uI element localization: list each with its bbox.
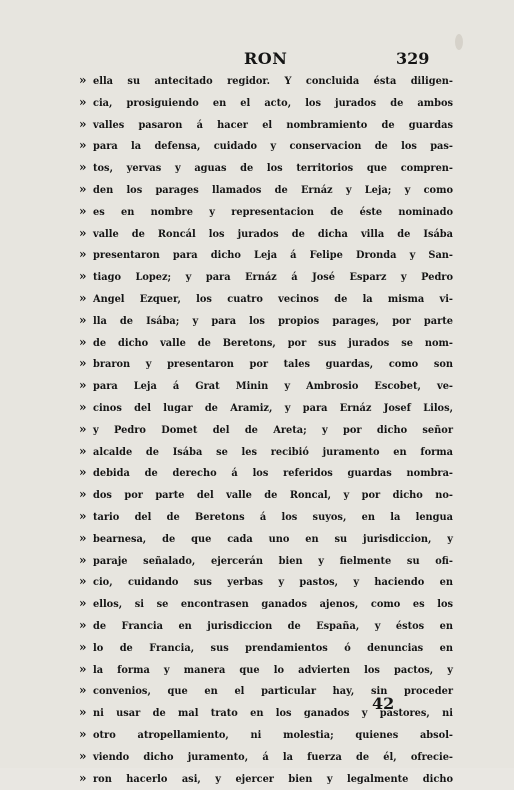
line-text: de dicho valle de Beretons, por sus jurados se nom-	[93, 333, 453, 355]
text-line	[83, 419, 453, 441]
quotation-mark: »	[79, 397, 93, 419]
quotation-mark: »	[79, 310, 93, 332]
quotation-mark: »	[79, 288, 93, 310]
text-line	[83, 441, 453, 463]
running-head-title: RON	[244, 49, 287, 68]
text-line	[83, 746, 453, 768]
signature-mark: 42	[372, 694, 394, 713]
quotation-mark: »	[79, 70, 93, 92]
quotation-mark: »	[79, 768, 93, 790]
text-line	[83, 397, 453, 419]
running-head	[0, 49, 514, 71]
text-line	[83, 506, 453, 528]
quotation-mark: »	[79, 528, 93, 550]
text-line	[83, 223, 453, 245]
text-line	[83, 70, 453, 92]
text-line	[83, 768, 453, 790]
text-line	[83, 179, 453, 201]
text-line	[83, 593, 453, 615]
line-text: paraje señalado, ejercerán bien y fielmente su ofi-	[93, 551, 453, 573]
quotation-mark: »	[79, 637, 93, 659]
quotation-mark: »	[79, 550, 93, 572]
quotation-mark: »	[79, 462, 93, 484]
quotation-mark: »	[79, 702, 93, 724]
text-line	[83, 484, 453, 506]
line-text: de Francia en jurisdiccion de España, y éstos en	[93, 616, 453, 638]
text-line	[83, 637, 453, 659]
line-text: ellos, si se encontrasen ganados ajenos, como es los	[93, 594, 453, 616]
line-text: braron y presentaron por tales guardas, como son	[93, 354, 453, 376]
quotation-mark: »	[79, 266, 93, 288]
line-text: tario del de Beretons á los suyos, en la lengua	[93, 507, 453, 529]
quotation-mark: »	[79, 506, 93, 528]
quotation-mark: »	[79, 332, 93, 354]
text-line	[83, 659, 453, 681]
text-line	[83, 114, 453, 136]
text-line	[83, 680, 453, 702]
text-line	[83, 353, 453, 375]
line-text: presentaron para dicho Leja á Felipe Dronda y San-	[93, 245, 453, 267]
text-line	[83, 135, 453, 157]
body-text	[83, 70, 453, 789]
line-text: para la defensa, cuidado y conservacion de los pas-	[93, 136, 453, 158]
line-text: valle de Roncál los jurados de dicha villa de Isába	[93, 224, 453, 246]
quotation-mark: »	[79, 571, 93, 593]
quotation-mark: »	[79, 441, 93, 463]
quotation-mark: »	[79, 223, 93, 245]
text-line	[83, 157, 453, 179]
text-line	[83, 244, 453, 266]
line-text: ella su antecitado regidor. Y concluida ésta diligen-	[93, 71, 453, 93]
line-text: lo de Francia, sus prendamientos ó denuncias en	[93, 638, 453, 660]
quotation-mark: »	[79, 615, 93, 637]
line-text: dos por parte del valle de Roncal, y por dicho no-	[93, 485, 453, 507]
quotation-mark: »	[79, 179, 93, 201]
line-text: Angel Ezquer, los cuatro vecinos de la misma vi-	[93, 289, 453, 311]
text-line	[83, 332, 453, 354]
quotation-mark: »	[79, 375, 93, 397]
quotation-mark: »	[79, 157, 93, 179]
quotation-mark: »	[79, 201, 93, 223]
line-text: convenios, que en el particular hay, sin proceder	[93, 681, 453, 703]
line-text: cinos del lugar de Aramiz, y para Ernáz Josef Lilos,	[93, 398, 453, 420]
page-number: 329	[396, 49, 429, 68]
line-text: bearnesa, de que cada uno en su jurisdiccion, y	[93, 529, 453, 551]
quotation-mark: »	[79, 680, 93, 702]
text-line	[83, 528, 453, 550]
line-text: ron hacerlo asi, y ejercer bien y legalmente dicho	[93, 769, 453, 790]
text-line	[83, 571, 453, 593]
text-line	[83, 288, 453, 310]
quotation-mark: »	[79, 659, 93, 681]
paper-stain	[455, 34, 463, 50]
line-text: debida de derecho á los referidos guardas nombra-	[93, 463, 453, 485]
quotation-mark: »	[79, 593, 93, 615]
text-line	[83, 375, 453, 397]
line-text: den los parages llamados de Ernáz y Leja; y como	[93, 180, 453, 202]
line-text: valles pasaron á hacer el nombramiento de guardas	[93, 115, 453, 137]
line-text: cio, cuidando sus yerbas y pastos, y haciendo en	[93, 572, 453, 594]
text-line	[83, 92, 453, 114]
quotation-mark: »	[79, 419, 93, 441]
quotation-mark: »	[79, 484, 93, 506]
line-text: la forma y manera que lo advierten los pactos, y	[93, 660, 453, 682]
quotation-mark: »	[79, 92, 93, 114]
quotation-mark: »	[79, 353, 93, 375]
line-text: lla de Isába; y para los propios parages, por parte	[93, 311, 453, 333]
quotation-mark: »	[79, 135, 93, 157]
text-line	[83, 550, 453, 572]
line-text: tos, yervas y aguas de los territorios que compren-	[93, 158, 453, 180]
line-text: otro atropellamiento, ni molestia; quienes absol-	[93, 725, 453, 747]
text-line	[83, 266, 453, 288]
quotation-mark: »	[79, 114, 93, 136]
line-text: ni usar de mal trato en los ganados y pastores, ni	[93, 703, 453, 725]
line-text: alcalde de Isába se les recibió juramento en forma	[93, 442, 453, 464]
quotation-mark: »	[79, 244, 93, 266]
line-text: para Leja á Grat Minin y Ambrosio Escobet, ve-	[93, 376, 453, 398]
line-text: cia, prosiguiendo en el acto, los jurados de ambos	[93, 93, 453, 115]
text-line	[83, 724, 453, 746]
text-line	[83, 702, 453, 724]
quotation-mark: »	[79, 724, 93, 746]
line-text: es en nombre y representacion de éste nominado	[93, 202, 453, 224]
text-line	[83, 310, 453, 332]
line-text: y Pedro Domet del de Areta; y por dicho señor	[93, 420, 453, 442]
line-text: tiago Lopez; y para Ernáz á José Esparz y Pedro	[93, 267, 453, 289]
quotation-mark: »	[79, 746, 93, 768]
text-line	[83, 201, 453, 223]
text-line	[83, 615, 453, 637]
text-line	[83, 462, 453, 484]
line-text: viendo dicho juramento, á la fuerza de él, ofrecie-	[93, 747, 453, 769]
